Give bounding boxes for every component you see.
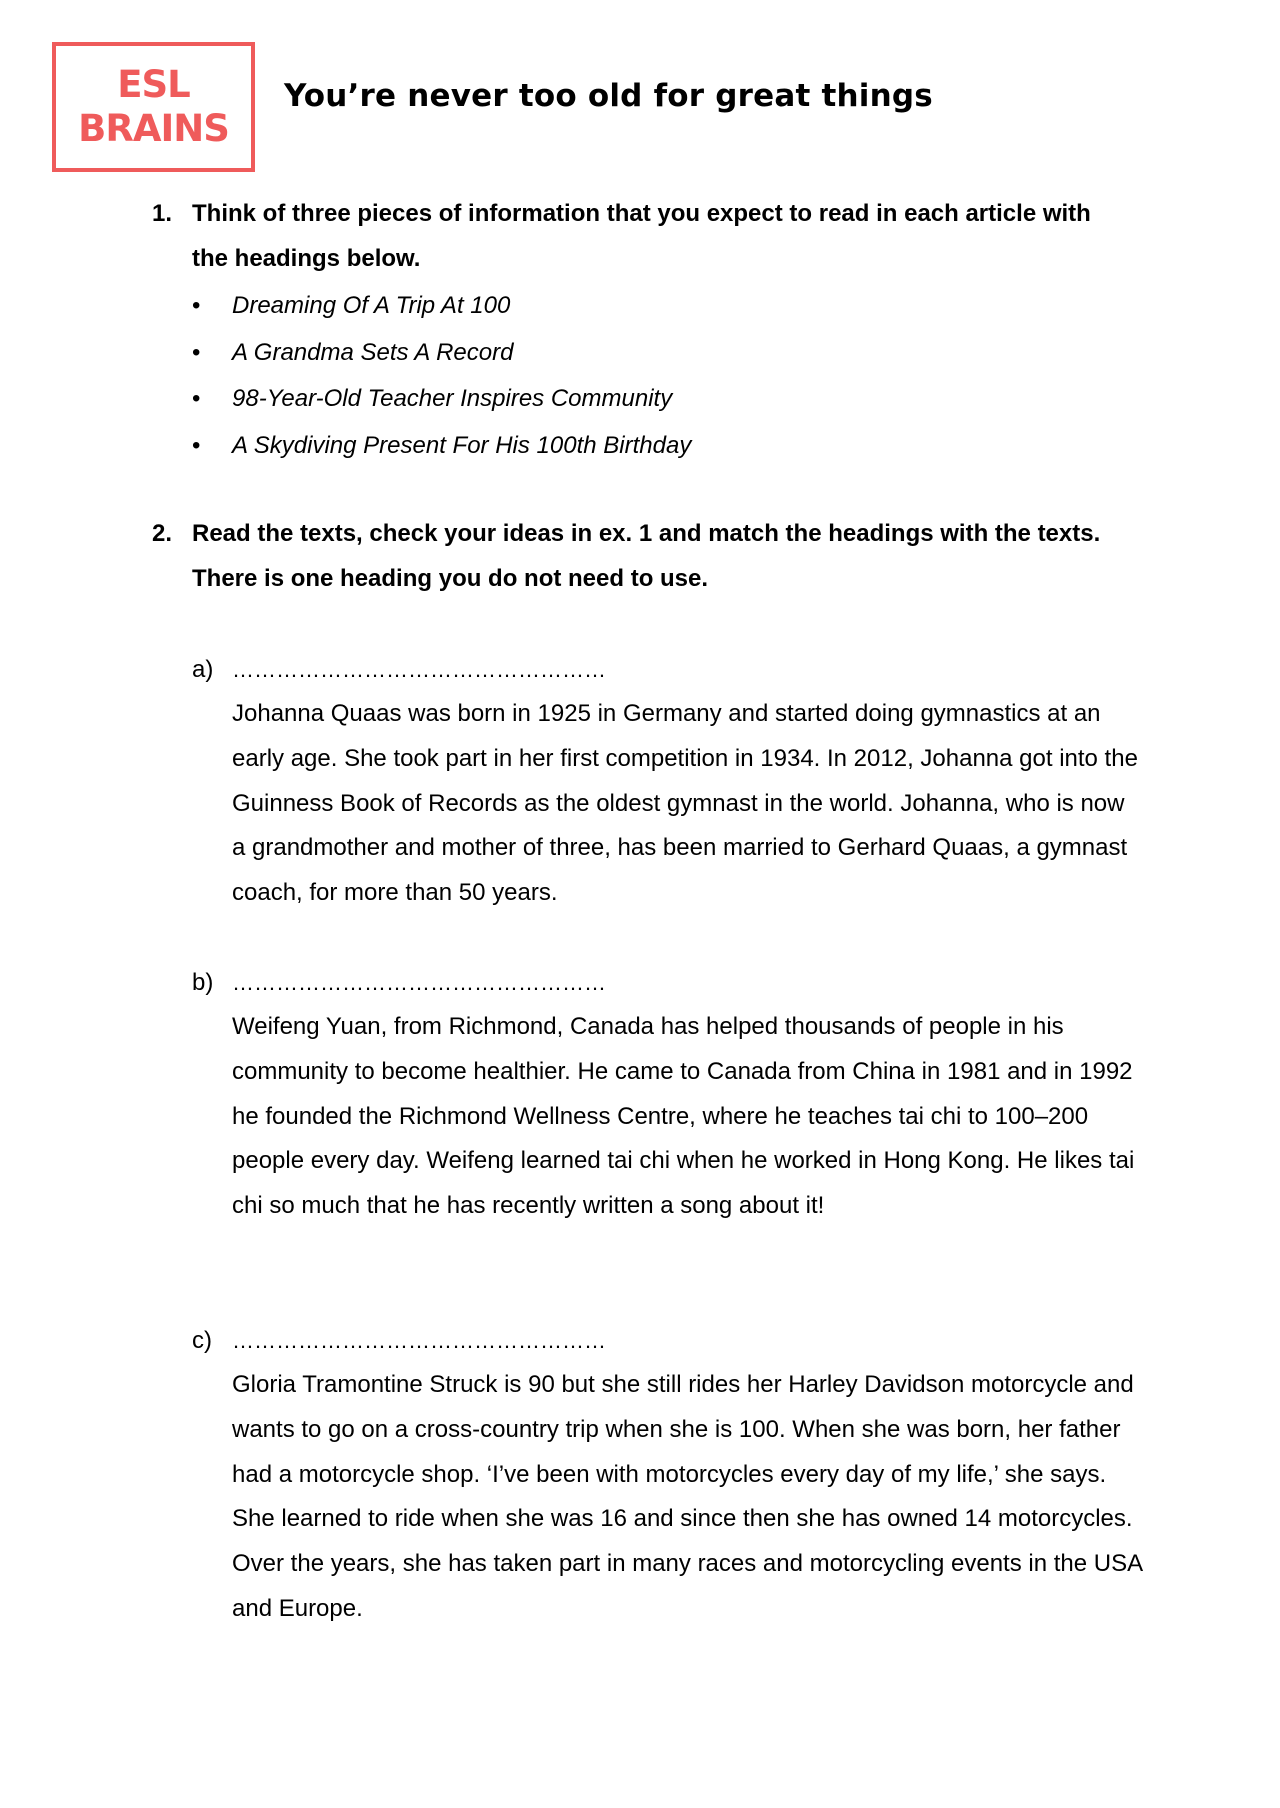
text-a-heading-row bbox=[192, 647, 1142, 692]
text-c-heading-row bbox=[192, 1318, 1142, 1363]
exercise-2-number: 2. bbox=[152, 520, 173, 547]
text-b-body: Weifeng Yuan, from Richmond, Canada has helped thousands of people in his community to become healthier. He came to Canada from China in 1981 and in 1992 he founded the Richmond Wellness Centre, where he teaches tai chi to 100–200 people every day. Weifeng learned tai chi when he worked in Hong Kong. He likes tai chi so much that he has recently written a song about it! bbox=[232, 1013, 1135, 1220]
page-title: You’re never too old for great things bbox=[284, 78, 933, 114]
logo-text-esl: ESL bbox=[117, 63, 190, 107]
exercise-2 bbox=[152, 511, 1132, 601]
bullet-icon: • bbox=[192, 431, 201, 459]
exercise-1-text: Think of three pieces of information that you expect to read in each article with the headings below. bbox=[192, 200, 1091, 272]
text-b-heading-row bbox=[192, 960, 1142, 1005]
logo-text-brains: BRAINS bbox=[78, 107, 229, 150]
heading-blank-b[interactable]: …………………………………………… bbox=[232, 970, 606, 995]
text-a bbox=[192, 647, 1142, 916]
exercise-1-instruction bbox=[152, 191, 1132, 281]
heading-item bbox=[152, 283, 1132, 330]
heading-blank-c[interactable]: …………………………………………… bbox=[232, 1328, 606, 1353]
heading-text: A Grandma Sets A Record bbox=[232, 338, 514, 366]
bullet-icon: • bbox=[192, 292, 201, 319]
heading-item bbox=[152, 330, 1132, 377]
esl-brains-logo bbox=[52, 42, 255, 172]
text-b bbox=[192, 960, 1142, 1229]
heading-item bbox=[152, 376, 1132, 423]
exercise-2-text: Read the texts, check your ideas in ex. 1 and match the headings with the texts. There is one heading you do not need to use. bbox=[192, 520, 1101, 592]
text-a-letter: a) bbox=[192, 656, 214, 683]
heading-blank-a[interactable]: …………………………………………… bbox=[232, 657, 606, 682]
text-c-body: Gloria Tramontine Struck is 90 but she still rides her Harley Davidson motorcycle and wants to go on a cross-country trip when she is 100. When she was born, her father had a motorcycle shop. ‘I’ve been with motorcycles every day of my life,’ she says. She learned to ride when she was 16 and since then she has owned 14 motorcycles. Over the years, she has taken part in many races and motorcycling events in the USA and Europe. bbox=[232, 1371, 1142, 1622]
heading-text: A Skydiving Present For His 100th Birthday bbox=[232, 431, 692, 459]
heading-item bbox=[152, 423, 1132, 470]
heading-text: Dreaming Of A Trip At 100 bbox=[232, 292, 511, 319]
text-b-letter: b) bbox=[192, 969, 214, 996]
text-c-letter: c) bbox=[192, 1327, 212, 1354]
exercise-2-instruction bbox=[152, 511, 1132, 601]
text-a-body: Johanna Quaas was born in 1925 in Germany and started doing gymnastics at an early age. She took part in her first competition in 1934. In 2012, Johanna got into the Guinness Book of Records as the oldest gymnast in the world. Johanna, who is now a grandmother and mother of three, has been married to Gerhard Quaas, a gymnast coach, for more than 50 years. bbox=[232, 700, 1138, 907]
bullet-icon: • bbox=[192, 385, 201, 412]
exercise-1-number: 1. bbox=[152, 200, 173, 227]
bullet-icon: • bbox=[192, 338, 201, 366]
heading-text: 98-Year-Old Teacher Inspires Community bbox=[232, 385, 673, 412]
text-c bbox=[192, 1318, 1142, 1632]
headings-list bbox=[152, 283, 1132, 469]
exercise-1 bbox=[152, 191, 1132, 469]
